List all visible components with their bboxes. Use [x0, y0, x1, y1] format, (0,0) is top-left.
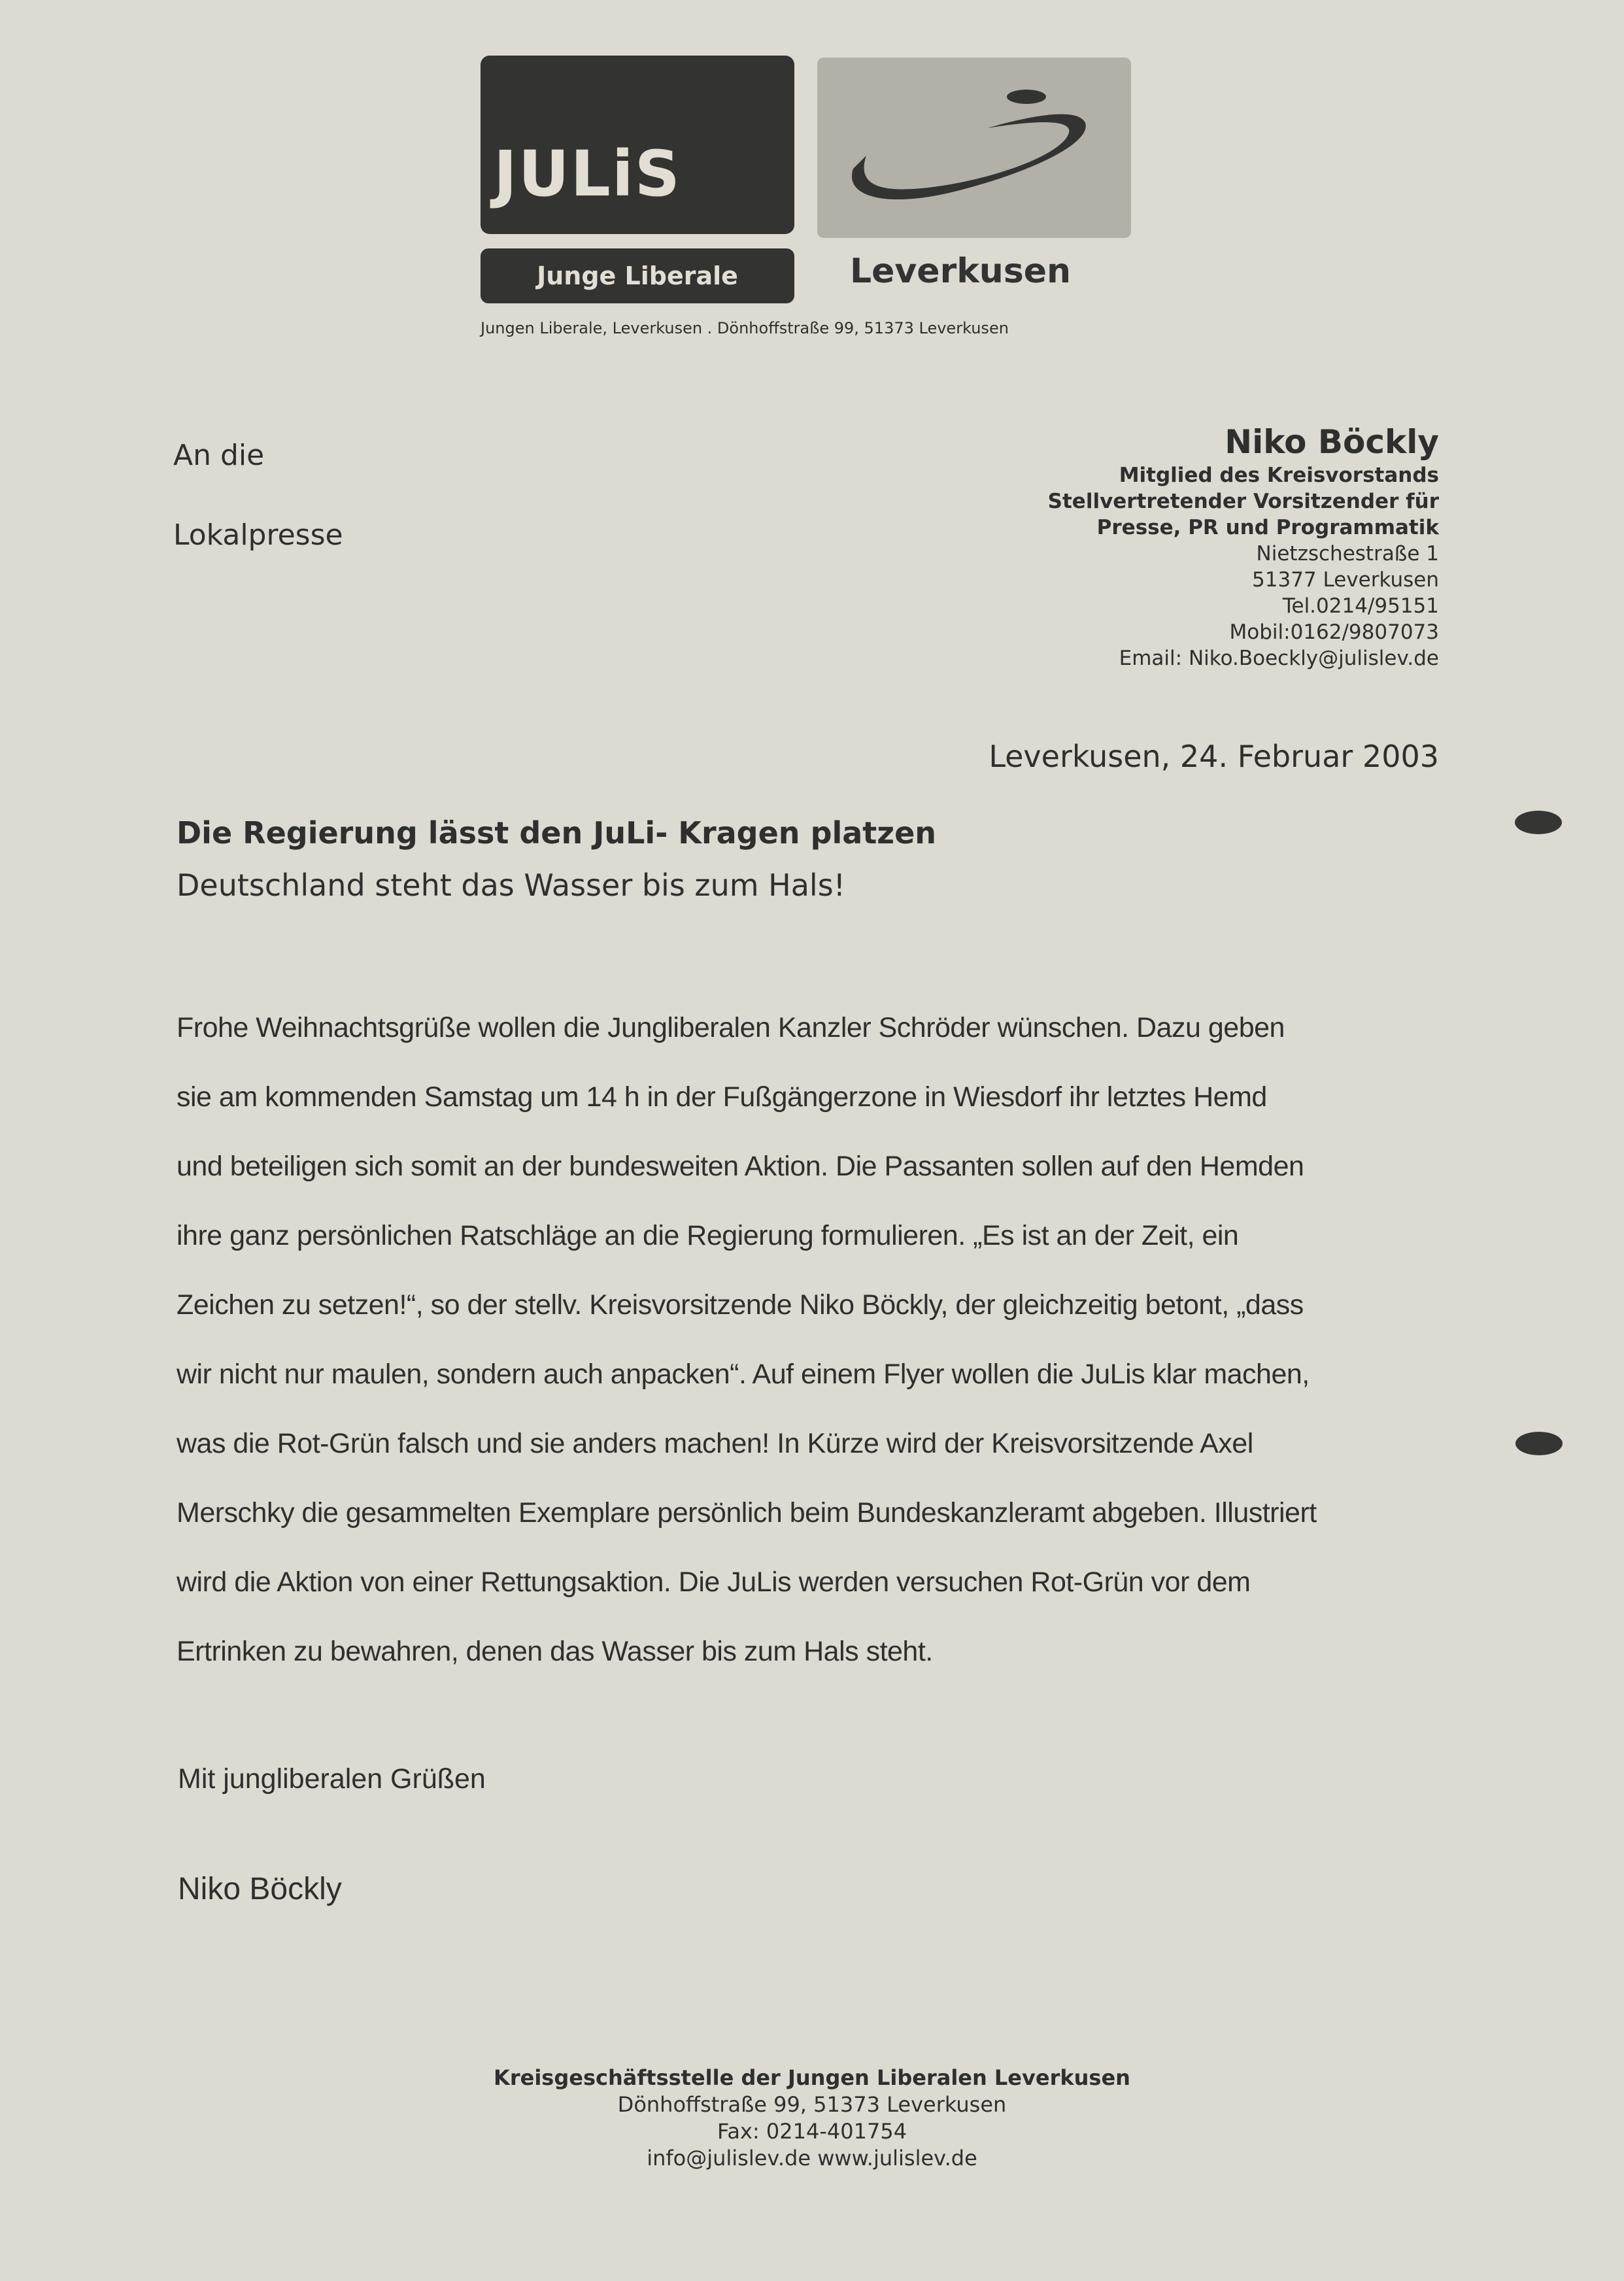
letterhead-city: Leverkusen [850, 252, 1072, 291]
sender-email: Email: Niko.Boeckly@julislev.de [1119, 647, 1439, 670]
sender-phone: Tel.0214/95151 [1282, 594, 1439, 618]
body-text [177, 1004, 1458, 1697]
sender-block [1048, 422, 1439, 671]
sender-street: Nietzschestraße 1 [1256, 542, 1439, 566]
sender-mobile: Mobil:0162/9807073 [1229, 620, 1439, 644]
recipient-line: Lokalpresse [173, 518, 343, 552]
sender-role: Stellvertretender Vorsitzender für [1047, 490, 1439, 513]
punch-hole [1515, 1432, 1563, 1455]
body-line: sie am kommenden Samstag um 14 h in der Fußgängerzone in Wiesdorf ihr letztes Hemd [177, 1081, 1267, 1113]
body-line: wird die Aktion von einer Rettungsaktion. Die JuLis werden versuchen Rot-Grün vor dem [177, 1566, 1251, 1598]
recipient-block [173, 416, 343, 575]
body-line: Merschky die gesammelten Exemplare persönlich beim Bundeskanzleramt abgeben. Illustriert [177, 1497, 1317, 1529]
body-line: wir nicht nur maulen, sondern auch anpacken“. Auf einem Flyer wollen die JuLis klar machen, [177, 1359, 1310, 1390]
logo-subtitle: Junge Liberale [537, 262, 738, 290]
punch-hole [1515, 811, 1562, 834]
juli-logo [481, 56, 794, 234]
body-line: Ertrinken zu bewahren, denen das Wasser bis zum Hals steht. [177, 1636, 933, 1667]
sender-city: 51377 Leverkusen [1252, 568, 1439, 592]
recipient-line: An die [173, 439, 265, 472]
body-line: ihre ganz persönlichen Ratschläge an die Regierung formulieren. „Es ist an der Zeit, ein [177, 1220, 1239, 1251]
body-line: was die Rot-Grün falsch und sie anders machen! In Kürze wird der Kreisvorsitzende Axel [177, 1428, 1253, 1459]
sender-name: Niko Böckly [1225, 423, 1439, 461]
closing-salutation: Mit jungliberalen Grüßen [178, 1763, 486, 1795]
footer [0, 2065, 1624, 2172]
signature-name: Niko Böckly [178, 1872, 342, 1906]
sender-role: Mitglied des Kreisvorstands [1119, 464, 1439, 487]
body-line: und beteiligen sich somit an der bundesweiten Aktion. Die Passanten sollen auf den Hemden [177, 1151, 1304, 1182]
swoosh-logo-icon [817, 58, 1131, 238]
footer-fax: Fax: 0214-401754 [717, 2119, 907, 2144]
sender-return-address: Jungen Liberale, Leverkusen . Dönhoffstraße 99, 51373 Leverkusen [481, 319, 1009, 337]
sender-role: Presse, PR und Programmatik [1096, 516, 1439, 539]
body-line: Frohe Weihnachtsgrüße wollen die Jungliberalen Kanzler Schröder wünschen. Dazu geben [177, 1012, 1285, 1043]
logo-subtitle-box [481, 248, 794, 303]
headline: Die Regierung lässt den JuLi- Kragen platzen [177, 815, 937, 851]
footer-address: Dönhoffstraße 99, 51373 Leverkusen [617, 2092, 1007, 2117]
letter-date: Leverkusen, 24. Februar 2003 [989, 739, 1439, 774]
logo-wordmark: JULiS [494, 137, 681, 211]
footer-web: info@julislev.de www.julislev.de [647, 2146, 977, 2171]
footer-title: Kreisgeschäftsstelle der Jungen Liberalen Leverkusen [494, 2065, 1130, 2090]
body-line: Zeichen zu setzen!“, so der stellv. Kreisvorsitzende Niko Böckly, der gleichzeitig betont, „dass [177, 1289, 1304, 1321]
subheadline: Deutschland steht das Wasser bis zum Hals! [177, 868, 846, 903]
